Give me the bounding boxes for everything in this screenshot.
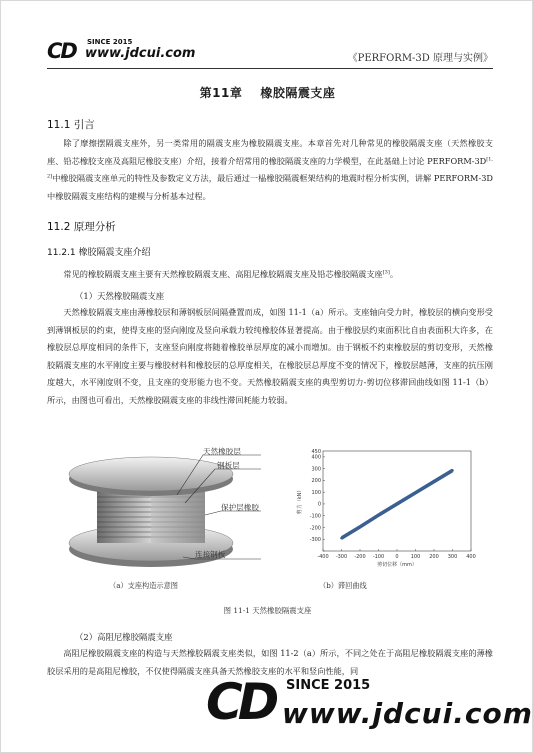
intro-paragraph: [47, 135, 493, 205]
y-axis-label: 剪力（kN）: [297, 487, 303, 515]
y-top-label: 450: [311, 449, 321, 455]
x-tick-label: -300: [335, 554, 348, 560]
top-connecting-plate: [69, 457, 233, 491]
hysteresis-point: [340, 537, 343, 540]
x-tick-label: 300: [447, 554, 458, 560]
hysteresis-point: [414, 491, 417, 494]
label-cover-rubber: 保护层橡胶: [221, 503, 259, 512]
x-tick-label: 400: [466, 554, 476, 560]
x-tick-label: 200: [429, 554, 439, 560]
watermark-since: SINCE 2015: [286, 678, 371, 693]
label-steel-plate-layer: 钢板层: [217, 461, 240, 470]
hysteresis-chart: [293, 447, 483, 572]
y-tick-label: 400: [311, 454, 321, 461]
high-damping-paragraph: 高阻尼橡胶隔震支座的构造与天然橡胶隔震支座类似，如图 11-2（a）所示，不同之处在于高阻尼橡胶隔震支座的薄橡胶层采用的是高阻尼橡胶，不仅使得隔震支座具备天然橡胶支座的水平和竖向性能，同: [47, 648, 493, 676]
x-tick-label: -100: [372, 554, 385, 560]
item-natural-rubber: （1）天然橡胶隔震支座: [75, 291, 165, 301]
page-header: [47, 37, 493, 67]
hysteresis-chart-svg: [293, 447, 483, 572]
site-logo: [47, 37, 207, 63]
intro-text-b: 中橡胶隔震支座单元的特性及参数定义方法，最后通过一榀橡胶隔震框架结构的地震时程分析实例，讲解 PERFORM-3D 中橡胶隔震支座结构的建模与分析基本过程。: [47, 173, 493, 201]
x-tick-label: 100: [410, 554, 421, 560]
y-tick-label: -200: [309, 525, 321, 532]
section-heading-11-1: 11.1 引言: [47, 119, 95, 131]
label-connecting-plate: 连接钢板: [195, 550, 226, 559]
bearing-illustration: [65, 445, 265, 575]
hysteresis-point: [433, 480, 436, 483]
book-title: 《PERFORM-3D 原理与实例》: [347, 53, 493, 64]
citation-1-2: [1, 2]: [47, 155, 493, 180]
watermark-mark: CD: [206, 673, 275, 731]
chapter-title: [1, 84, 533, 101]
logo-mark: CD: [47, 39, 76, 63]
bearing-types-text: 常见的橡胶隔震支座主要有天然橡胶隔震支座、高阻尼橡胶隔震支座及铅芯橡胶隔震支座: [63, 269, 383, 279]
caption-a: （a）支座构造示意图: [109, 581, 178, 590]
section-heading-11-2: 11.2 原理分析: [47, 221, 116, 233]
watermark-logo: [206, 673, 533, 745]
intro-text-a: 除了摩擦摆隔震支座外，另一类常用的隔震支座为橡胶隔震支座。本章首先对几种常见的橡胶隔震支座（天然橡胶支座、铅芯橡胶支座及高阻尼橡胶支座）介绍，接着介绍常用的橡胶隔震支座的力学模型，在此基础上讨论 PERFORM-3D: [47, 138, 493, 166]
x-tick-label: -400: [317, 554, 329, 560]
item-high-damping-rubber: （2）高阻尼橡胶隔震支座: [75, 632, 173, 642]
hysteresis-point: [359, 526, 362, 529]
y-tick-label: 0: [317, 501, 321, 508]
hysteresis-point: [451, 469, 454, 472]
x-axis-label: 剪切位移（mm）: [377, 562, 417, 568]
figure-caption: 图 11-1 天然橡胶隔震支座: [223, 606, 312, 615]
chapter-number: 第11章: [199, 86, 243, 100]
header-divider: [47, 68, 493, 69]
x-tick-label: -200: [354, 554, 366, 560]
natural-rubber-paragraph: 天然橡胶隔震支座由薄橡胶层和薄钢板层间隔叠置而成，如图 11-1（a）所示。支座轴向受力时，橡胶层的横向变形受到薄钢板层的约束，使得支座的竖向刚度及竖向承载力较纯橡胶体显著提高。由于橡胶层约束面积比自由表面积大许多，在橡胶层总厚度相同的条件下，支座竖向刚度将随着橡胶单层厚度的减小而增加。由于钢板不约束橡胶层的剪切变形，天然橡胶隔震支座的水平刚度主要与橡胶材料和橡胶层的总厚度相关，在橡胶层总厚度不变的情况下，橡胶层越薄，支座的抗压刚度越大，水平刚度则不变，且支座的变形能力也不变。天然橡胶隔震支座的典型剪切力-剪切位移滞回曲线如图 11-1（b）所示，由图也可看出，天然橡胶隔震支座的非线性滞回耗能力较弱。: [47, 307, 493, 405]
citation-3: [3]: [382, 269, 390, 276]
y-tick-label: 200: [311, 478, 321, 485]
y-tick-label: -100: [309, 513, 321, 520]
label-natural-rubber-layer: 天然橡胶层: [203, 447, 241, 456]
subsection-heading-11-2-1: 11.2.1 橡胶隔震支座介绍: [47, 248, 151, 258]
logo-since-text: SINCE 2015: [87, 38, 133, 46]
y-tick-label: 300: [311, 466, 321, 473]
hysteresis-point: [396, 503, 399, 506]
bearing-types-paragraph: [47, 266, 493, 284]
hysteresis-point: [377, 514, 380, 517]
logo-url-text: www.jdcui.com: [85, 46, 196, 61]
bearing-types-end: 。: [389, 269, 399, 279]
y-tick-label: 100: [311, 489, 321, 496]
watermark-url: www.jdcui.com: [282, 697, 533, 730]
chapter-name: 橡胶隔震支座: [260, 86, 336, 100]
x-tick-label: 0: [395, 554, 399, 560]
caption-b: （b）滞回曲线: [319, 581, 367, 590]
y-tick-label: -300: [309, 537, 321, 544]
